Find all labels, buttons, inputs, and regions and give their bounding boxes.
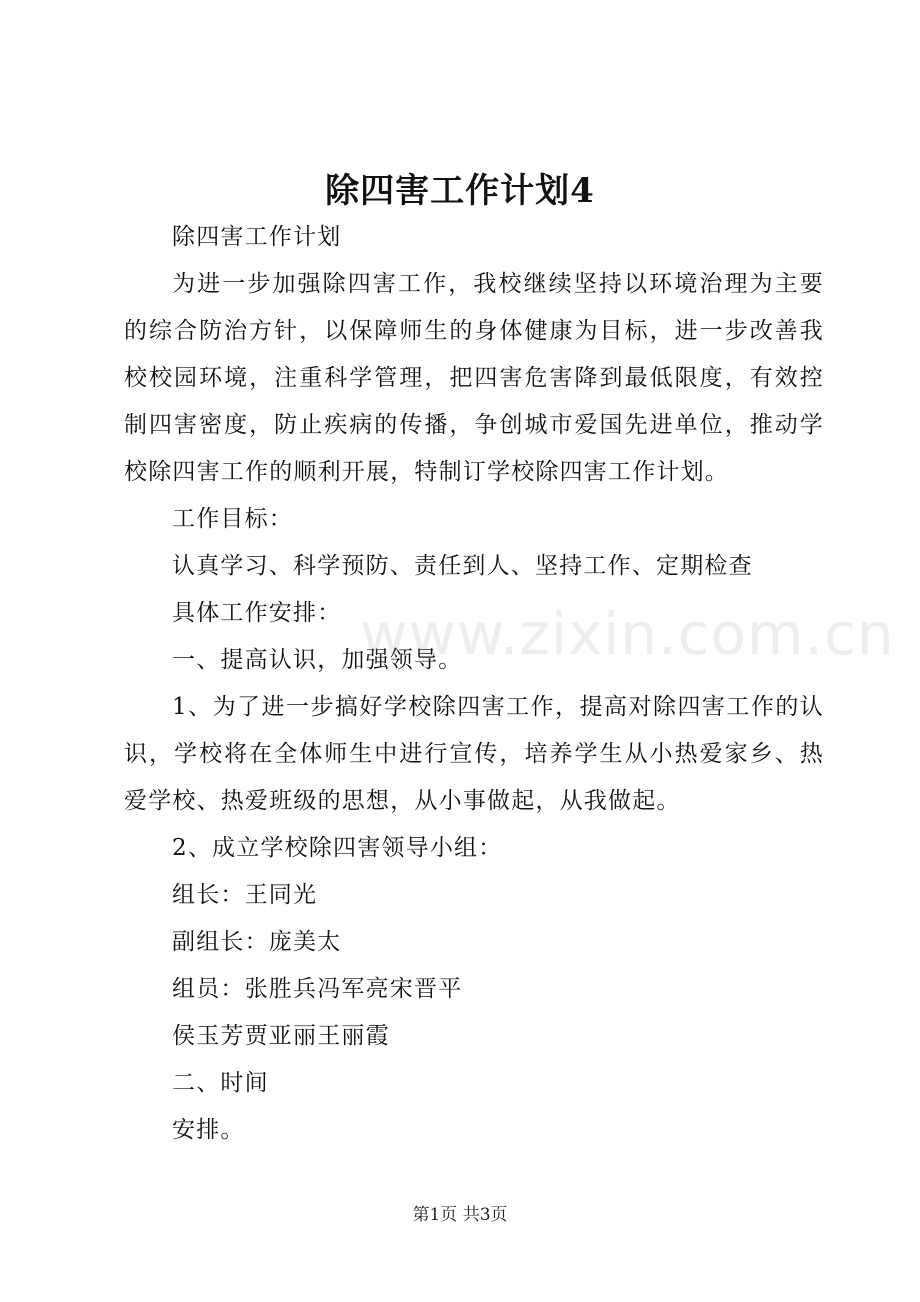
- arrangement-line: 安排。: [172, 1117, 245, 1143]
- members-continued-line: 侯玉芳贾亚丽王丽霞: [172, 1023, 390, 1049]
- page-footer: 第1页 共3页: [412, 1205, 508, 1225]
- arrangement-heading: 具体工作安排：: [172, 600, 342, 626]
- document-body: [124, 214, 824, 1154]
- subtitle-paragraph: 除四害工作计划: [172, 224, 342, 250]
- goal-paragraph: 认真学习、科学预防、责任到人、坚持工作、定期检查: [172, 553, 753, 579]
- intro-paragraph: 为进一步加强除四害工作，我校继续坚持以环境治理为主要的综合防治方针，以保障师生的身体健康为目标，进一步改善我校校园环境，注重科学管理，把四害危害降到最低限度，有效控制四害密度，防止疾病的传播，争创城市爱国先进单位，推动学校除四害工作的顺利开展，特制订学校除四害工作计划。: [124, 271, 824, 485]
- deputy-leader-line: 副组长：庞美太: [172, 929, 342, 955]
- item-two-paragraph: 2、成立学校除四害领导小组：: [172, 835, 503, 861]
- leader-line: 组长：王同光: [172, 882, 318, 908]
- section-one-heading: 一、提高认识，加强领导。: [172, 647, 463, 673]
- document-title: 除四害工作计划4: [325, 171, 595, 211]
- item-one-paragraph: 1、为了进一步搞好学校除四害工作，提高对除四害工作的认识，学校将在全体师生中进行宣传，培养学生从小热爱家乡、热爱学校、热爱班级的思想，从小事做起，从我做起。: [124, 694, 824, 814]
- section-two-heading: 二、时间: [172, 1070, 269, 1096]
- members-line: 组员：张胜兵冯军亮宋晋平: [172, 976, 463, 1002]
- watermark: www.zixin.com.cn: [360, 600, 895, 668]
- goal-heading: 工作目标：: [172, 506, 293, 532]
